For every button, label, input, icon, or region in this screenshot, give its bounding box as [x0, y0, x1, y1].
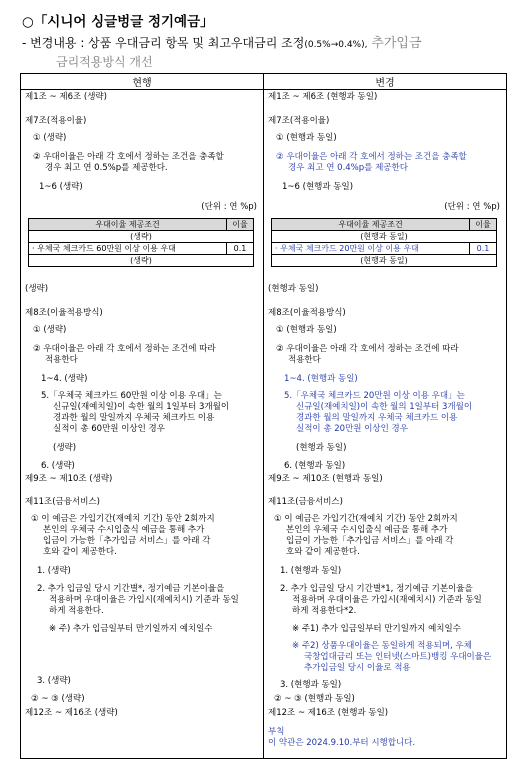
- changed-line: 2. 추가 입금일 당시 기간별*1, 정기예금 기본이율을: [280, 584, 473, 594]
- current-line: 적용하며 우대이율은 가입시(재예치시) 기준과 동일: [49, 595, 239, 605]
- current-line: 1~4. (생략): [41, 374, 88, 384]
- changed-line: 1. (현행과 동일): [280, 566, 342, 576]
- changed-line: ② 우대이율은 아래 각 호에서 정하는 조건을 충족할: [276, 152, 467, 162]
- changed-line: 1~6 (현행과 동일): [282, 182, 354, 192]
- change-summary-line2: 금리적용방식 개선: [56, 55, 153, 69]
- changed-line: ※ 주1) 추가 입금일부터 만기일까지 예치일수: [292, 624, 461, 634]
- rate-table-row: (현행과 동일): [272, 231, 497, 243]
- current-line: 실적이 총 60만원 이상인 경우: [53, 424, 165, 434]
- changed-line: 적용하며 우대이율은 가입시(재예치시) 기준과 동일: [292, 595, 482, 605]
- changed-line: 실적이 총 20만원 이상인 경우: [296, 424, 408, 434]
- changed-line: ② 우대이율은 아래 각 호에서 정하는 조건에 따라: [276, 344, 459, 354]
- current-line: 3. (생략): [37, 676, 71, 686]
- changed-line: 제12조 ~ 제16조 (현행과 동일): [268, 708, 389, 718]
- current-line: 1~6 (생략): [39, 182, 83, 192]
- current-line: 5.「우체국 체크카드 60만원 이상 이용 우대」는: [41, 391, 222, 401]
- changed-line: 적용한다: [288, 355, 321, 365]
- rate-table-row: (현행과 동일): [272, 255, 497, 267]
- changed-line: 하게 적용한다*2.: [292, 606, 357, 616]
- changed-line: (현행과 동일): [296, 443, 347, 453]
- changed-line: 입금이 가능한「추가입금 서비스」를 아래 각: [286, 536, 454, 546]
- column-header-changed: 변경: [264, 74, 507, 90]
- change-summary-rate: (0.5%→0.4%),: [304, 40, 368, 50]
- current-line: 적용한다: [45, 355, 78, 365]
- comparison-table: [20, 73, 507, 759]
- current-line: 제7조(적용이율): [25, 116, 87, 126]
- current-line: ② 우대이율은 아래 각 호에서 정하는 조건에 따라: [33, 344, 216, 354]
- rate-table-header-rate: 이율: [227, 219, 254, 231]
- changed-line: 6. (현행과 동일): [284, 461, 346, 471]
- current-line: ① (생략): [33, 325, 67, 335]
- current-line: 제1조 ~ 제6조 (생략): [25, 92, 107, 102]
- current-line: 제11조(금융서비스): [25, 497, 100, 507]
- current-line: 1. (생략): [37, 566, 71, 576]
- current-line: ※ 주) 추가 입금일부터 만기일까지 예치일수: [49, 624, 213, 634]
- rate-table-header-rate: 이율: [470, 219, 497, 231]
- current-line: 제8조(이율적용방식): [25, 308, 103, 318]
- effective-date-line: 이 약관은 2024.9.10.부터 시행합니다.: [268, 738, 416, 748]
- changed-line: ① 이 예금은 가입기간(재예치 기간) 동안 2회까지: [274, 514, 458, 524]
- changed-line: 제9조 ~ 제10조 (현행과 동일): [268, 474, 383, 484]
- change-summary: [22, 32, 422, 51]
- rate-table-row: (생략): [29, 255, 254, 267]
- current-preferential-rate-table: [28, 218, 254, 267]
- current-line: ② ~ ③ (생략): [31, 694, 85, 704]
- changed-line: 5.「우체국 체크카드 20만원 이상 이용 우대」는: [284, 391, 465, 401]
- rate-table-rate-cell: 0.1: [470, 243, 497, 255]
- current-line: 입금이 가능한「추가입금 서비스」를 아래 각: [43, 536, 211, 546]
- changed-line: 경우 최고 연 0.4%p를 제공한다: [288, 163, 408, 173]
- changed-line: 제8조(이율적용방식): [268, 308, 346, 318]
- change-summary-text: - 변경내용 : 상품 우대금리 항목 및 최고우대금리 조정: [22, 36, 305, 50]
- changed-line: 신규일(재예치일)이 속한 월의 1일부터 3개월이: [296, 402, 473, 412]
- rate-table-header-condition: 우대이율 제공조건: [272, 219, 470, 231]
- current-line: 6. (생략): [41, 461, 75, 471]
- current-line: 2. 추가 입금일 당시 기간별*, 정기예금 기본이율을: [37, 584, 225, 594]
- rate-table-rate-cell: 0.1: [227, 243, 254, 255]
- current-line: 경과한 월의 말일까지 우체국 체크카드 이용: [53, 413, 215, 423]
- supplementary-provision-heading: 부칙: [268, 727, 285, 737]
- current-line: ② 우대이율은 아래 각 호에서 정하는 조건을 충족할: [33, 152, 224, 162]
- current-line: 경우 최고 연 0.5%p를 제공한다.: [45, 163, 168, 173]
- document-title: ○「시니어 싱글벙글 정기예금」: [22, 14, 214, 30]
- rate-table-condition-cell: · 우체국 체크카드 20만원 이상 이용 우대: [272, 243, 470, 255]
- changed-line: ※ 주2) 상품우대이율은 동일하게 적용되며, 우체: [292, 641, 472, 651]
- changed-line: 제1조 ~ 제6조 (현행과 동일): [268, 92, 378, 102]
- changed-line: 본인의 우체국 수시입출식 예금을 통해 추가: [286, 525, 448, 535]
- changed-line: ① (현행과 동일): [276, 325, 337, 335]
- change-summary-tail: 추가입금: [371, 36, 422, 51]
- current-line: 제9조 ~ 제10조 (생략): [25, 474, 113, 484]
- current-line: (생략): [53, 443, 77, 453]
- changed-line: (현행과 동일): [268, 284, 319, 294]
- changed-line: 1~4. (현행과 동일): [284, 374, 358, 384]
- current-line: 호와 같이 제공한다.: [43, 547, 117, 557]
- current-line: ① 이 예금은 가입기간(재예치 기간) 동안 2회까지: [31, 514, 215, 524]
- current-line: 제12조 ~ 제16조 (생략): [25, 708, 118, 718]
- current-line: (생략): [25, 284, 49, 294]
- changed-line: 경과한 월의 말일까지 우체국 체크카드 이용: [296, 413, 458, 423]
- changed-line: 국창업대금리 또는 인터넷(스마트)뱅킹 우대이율은: [304, 652, 492, 662]
- changed-unit-note: (단위 : 연 %p): [444, 202, 500, 212]
- changed-preferential-rate-table: [271, 218, 497, 267]
- rate-table-row: (생략): [29, 231, 254, 243]
- current-line: 본인의 우체국 수시입출식 예금을 통해 추가: [43, 525, 205, 535]
- current-column: [21, 90, 264, 759]
- changed-line: 제7조(적용이율): [268, 116, 330, 126]
- changed-line: 제11조(금융서비스): [268, 497, 343, 507]
- changed-line: 추가입금일 당시 이율로 적용: [304, 663, 411, 673]
- changed-column: [264, 90, 507, 759]
- column-header-current: 현행: [21, 74, 264, 90]
- current-line: 신규일(재예치일)이 속한 월의 1일부터 3개월이: [53, 402, 230, 412]
- rate-table-condition-cell: · 우체국 체크카드 60만원 이상 이용 우대: [29, 243, 227, 255]
- current-line: 하게 적용한다.: [49, 606, 104, 616]
- rate-table-header-condition: 우대이율 제공조건: [29, 219, 227, 231]
- current-unit-note: (단위 : 연 %p): [201, 202, 257, 212]
- current-line: ① (생략): [33, 133, 67, 143]
- changed-line: 호와 같이 제공한다.: [286, 547, 360, 557]
- changed-line: 3. (현행과 동일): [280, 680, 342, 690]
- changed-line: ① (현행과 동일): [276, 133, 337, 143]
- changed-line: ② ~ ③ (현행과 동일): [274, 694, 355, 704]
